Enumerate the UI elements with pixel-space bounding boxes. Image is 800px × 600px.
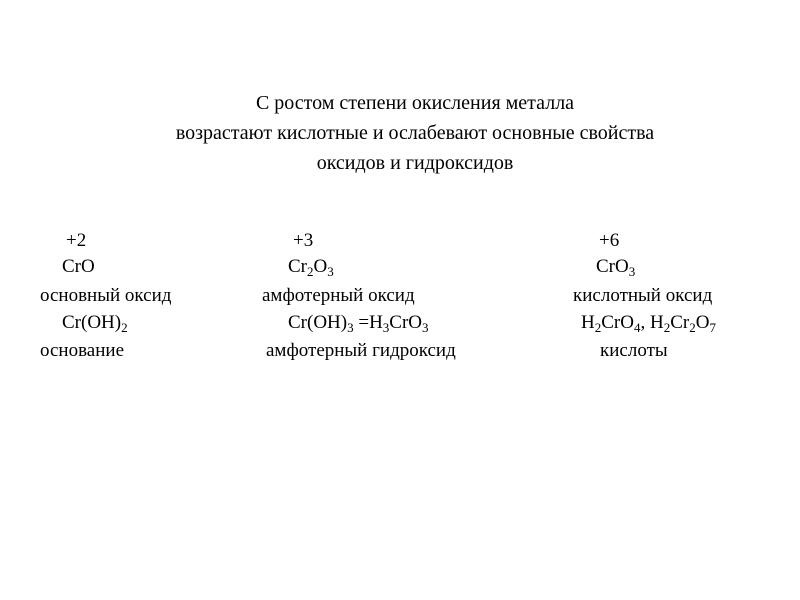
hydroxide-formula-cr-plus6: $H_2CrO_4$, $H_2Cr_2O_7$ <box>581 312 716 335</box>
oxide-type-basic: основный оксид <box>40 285 172 306</box>
oxide-type-amphoteric: амфотерный оксид <box>262 285 415 306</box>
hydroxide-type-acids: кислоты <box>600 340 668 361</box>
oxidation-state-plus6: +6 <box>599 230 620 251</box>
oxidation-state-plus3: +3 <box>293 230 314 251</box>
hydroxide-formula-cr-plus2: $Cr(OH)_2$ <box>62 312 128 335</box>
oxide-formula-cr-plus3: $Cr_2O_3$ <box>288 256 334 279</box>
oxide-formula-cr-plus6: CrO$_3$ <box>596 256 636 279</box>
heading-line-3: оксидов и гидроксидов <box>316 152 514 174</box>
oxidation-state-plus2: +2 <box>66 230 87 251</box>
oxide-formula-cr-plus2: CrO <box>62 256 95 277</box>
hydroxide-formula-cr-plus3: $Cr(OH)_3 =H_3CrO_3$ <box>288 312 429 335</box>
heading <box>0 88 800 178</box>
oxide-type-acidic: кислотный оксид <box>573 285 713 306</box>
heading-line-1: С ростом степени окисления металла <box>255 92 575 114</box>
hydroxide-type-amphoteric: амфотерный гидроксид <box>266 340 456 361</box>
hydroxide-type-base: основание <box>40 340 124 361</box>
heading-line-2: возрастают кислотные и ослабевают основные свойства <box>175 122 655 144</box>
